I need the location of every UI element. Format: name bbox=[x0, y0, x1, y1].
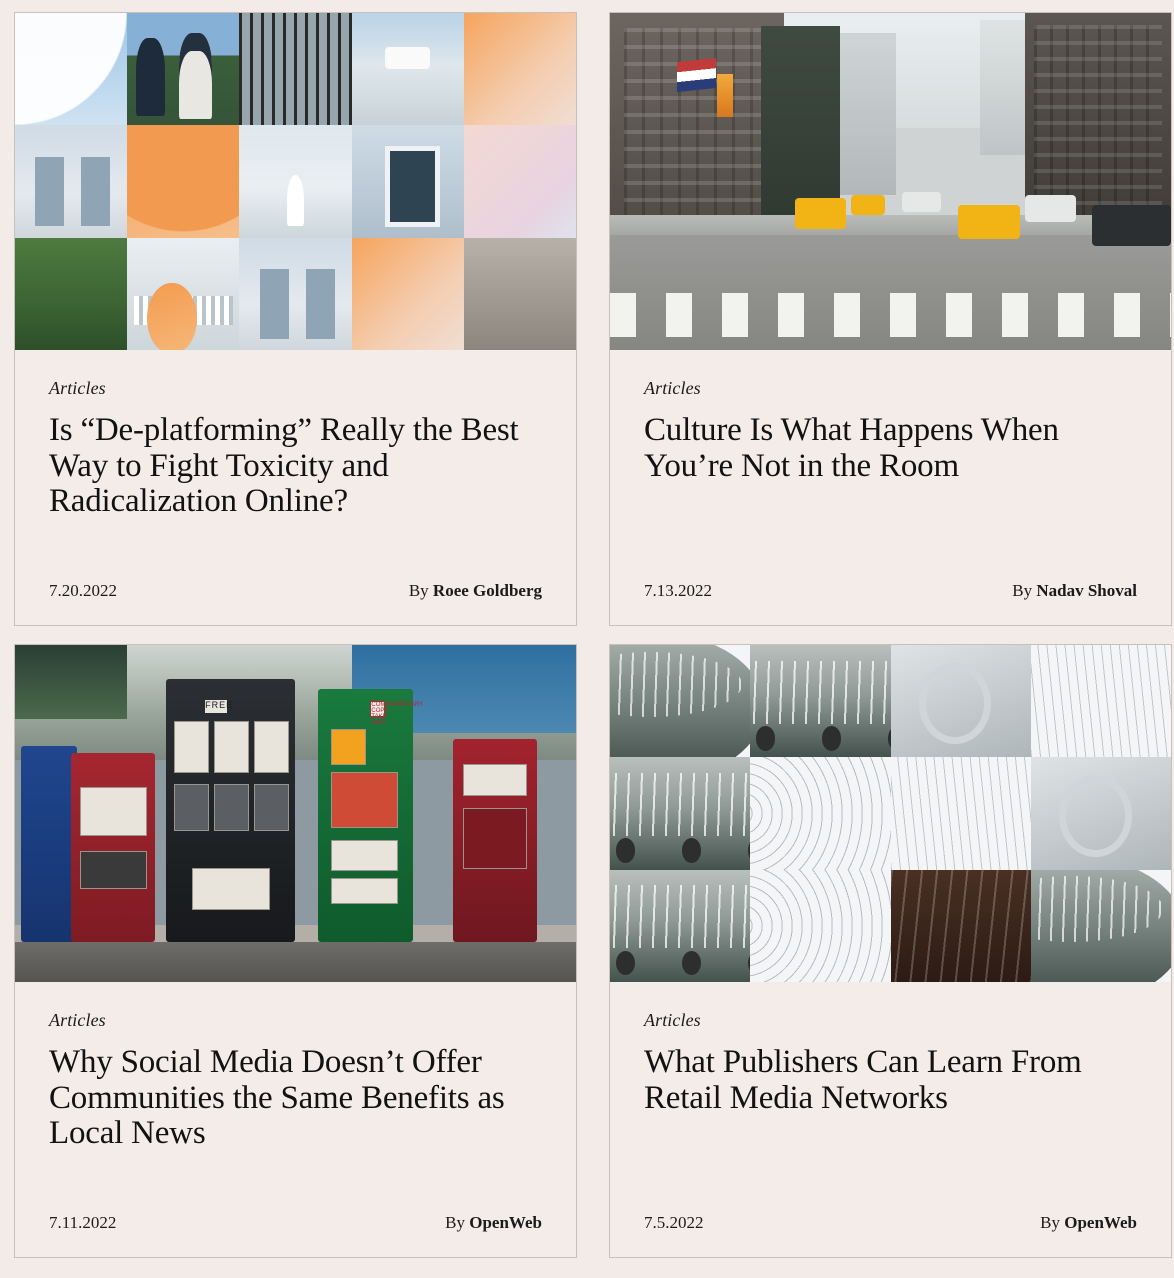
article-byline bbox=[445, 1213, 542, 1233]
article-card-body bbox=[610, 982, 1171, 1213]
street-photo bbox=[610, 13, 1171, 350]
collage-tile bbox=[352, 238, 464, 350]
article-kicker: Articles bbox=[49, 378, 106, 398]
article-headline[interactable]: Culture Is What Happens When You’re Not in the Room bbox=[644, 412, 1059, 484]
article-card[interactable] bbox=[609, 12, 1172, 626]
article-card-footer bbox=[15, 581, 576, 625]
article-card[interactable] bbox=[14, 644, 577, 1258]
collage-tile bbox=[891, 645, 1031, 757]
collage-tile bbox=[464, 238, 576, 350]
article-headline[interactable]: Is “De-platforming” Really the Best Way to Fight Toxicity and Radicalization Online? bbox=[49, 412, 519, 520]
byline-prefix: By bbox=[408, 581, 429, 600]
article-kicker: Articles bbox=[644, 1010, 701, 1030]
byline-prefix: By bbox=[1012, 581, 1033, 600]
collage-tile bbox=[1031, 870, 1171, 982]
free-label: FREE bbox=[205, 700, 227, 713]
byline-prefix: By bbox=[445, 1213, 465, 1232]
article-byline bbox=[1012, 581, 1137, 601]
article-headline[interactable]: What Publishers Can Learn From Retail Media Networks bbox=[644, 1044, 1082, 1116]
article-date: 7.11.2022 bbox=[49, 1213, 117, 1232]
collage-tile bbox=[750, 757, 890, 869]
article-headline[interactable]: Why Social Media Doesn’t Offer Communities the Same Benefits as Local News bbox=[49, 1044, 505, 1152]
article-card-footer bbox=[15, 1213, 576, 1257]
article-card-footer bbox=[610, 1213, 1171, 1257]
byline-author[interactable]: OpenWeb bbox=[1064, 1213, 1137, 1232]
collage-tile bbox=[352, 125, 464, 237]
collage-tile bbox=[464, 13, 576, 125]
collage-tile bbox=[127, 125, 239, 237]
collage-tile bbox=[610, 757, 750, 869]
collage-tile bbox=[239, 13, 351, 125]
collage-tile bbox=[239, 238, 351, 350]
article-card[interactable] bbox=[609, 644, 1172, 1258]
collage-grid bbox=[15, 13, 576, 350]
article-card-body bbox=[610, 350, 1171, 581]
collage-tile bbox=[750, 645, 890, 757]
collage-tile bbox=[610, 870, 750, 982]
collage-tile bbox=[1031, 645, 1171, 757]
byline-author[interactable]: Roee Goldberg bbox=[432, 581, 542, 600]
collage-tile bbox=[750, 870, 890, 982]
flag-icon bbox=[677, 58, 716, 92]
article-image-collage-white-house-crowd bbox=[15, 13, 576, 350]
article-card-footer bbox=[610, 581, 1171, 625]
article-image-newspaper-boxes bbox=[15, 645, 576, 982]
collage-tile bbox=[464, 125, 576, 237]
article-byline bbox=[1040, 1213, 1137, 1233]
collage-tile bbox=[127, 238, 239, 350]
article-card-body bbox=[15, 982, 576, 1213]
collage-tile bbox=[127, 13, 239, 125]
article-byline bbox=[409, 581, 542, 601]
article-card[interactable] bbox=[14, 12, 577, 626]
collage-tile bbox=[15, 238, 127, 350]
article-card-body bbox=[15, 350, 576, 581]
collage-tile bbox=[239, 125, 351, 237]
byline-author[interactable]: Nadav Shoval bbox=[1036, 581, 1137, 600]
collage-tile bbox=[891, 757, 1031, 869]
byline-author[interactable]: OpenWeb bbox=[469, 1213, 542, 1232]
take-one-label: COMPLIMENTARY COPY TAKE ONE! bbox=[371, 702, 424, 727]
collage-tile bbox=[15, 13, 127, 125]
byline-prefix: By bbox=[1040, 1213, 1060, 1232]
article-date: 7.5.2022 bbox=[644, 1213, 704, 1232]
article-image-shopping-carts-collage bbox=[610, 645, 1171, 982]
carts-collage-grid bbox=[610, 645, 1171, 982]
article-date: 7.20.2022 bbox=[49, 581, 117, 600]
article-date: 7.13.2022 bbox=[644, 581, 712, 600]
collage-tile bbox=[1031, 757, 1171, 869]
collage-tile bbox=[891, 870, 1031, 982]
article-image-nyc-street-taxis bbox=[610, 13, 1171, 350]
newspaper-boxes-photo bbox=[15, 645, 576, 982]
collage-tile bbox=[610, 645, 750, 757]
collage-tile bbox=[352, 13, 464, 125]
article-kicker: Articles bbox=[644, 378, 701, 398]
article-kicker: Articles bbox=[49, 1010, 106, 1030]
collage-tile bbox=[15, 125, 127, 237]
